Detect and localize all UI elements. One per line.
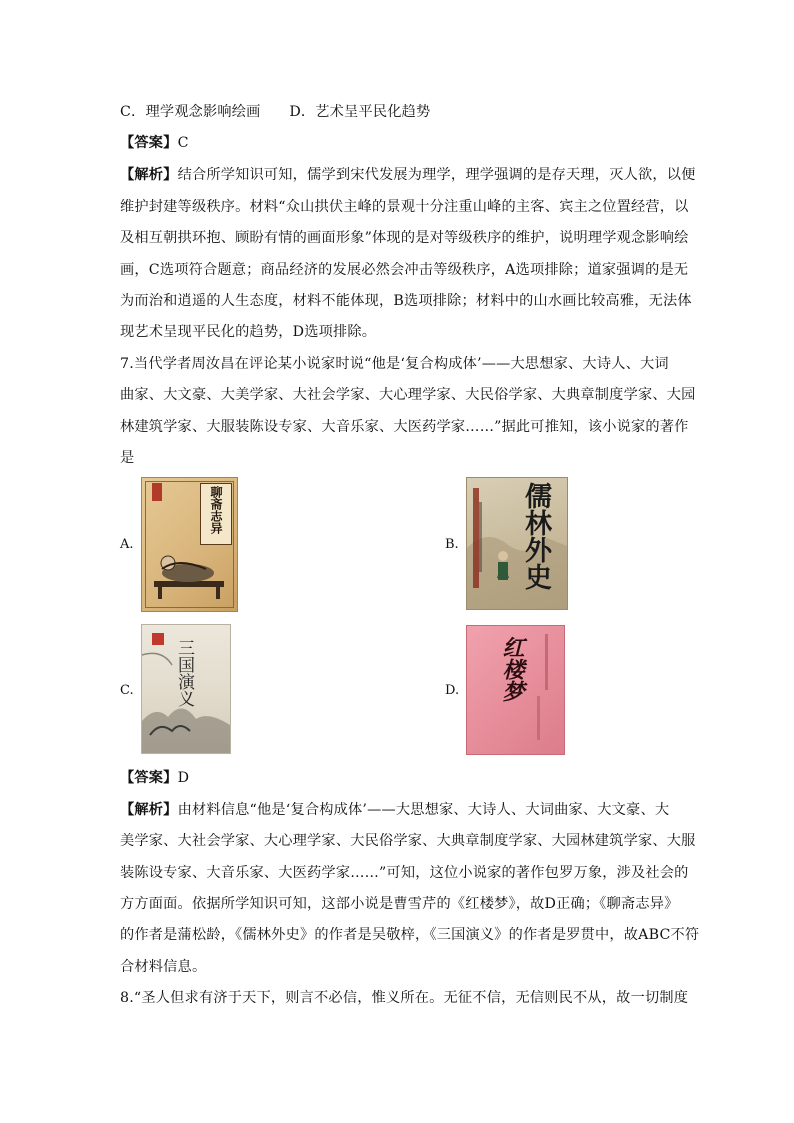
q7-answer-value: D [177,770,190,786]
q7-option-a-cover [141,477,238,612]
cover-c-title: 三国演义 [174,639,194,707]
q6-answer-value: C [177,135,189,151]
q7-stem-line-2: 曲家、大文豪、大美学家、大社会学家、大心理学家、大民俗学家、大典章制度学家、大园 [120,387,696,403]
q7-analysis-text: 由材料信息“他是‘复合构成体’——大思想家、大诗人、大词曲家、大文豪、大 [177,802,670,818]
q7-analysis-line-5: 的作者是蒲松龄，《儒林外史》的作者是吴敬梓，《三国演义》的作者是罗贯中，故ABC不符 [120,927,700,943]
q6-answer [120,133,680,153]
q7-stem-line-3: 林建筑学家、大服装陈设专家、大音乐家、大医药学家……”据此可推知，该小说家的著作 [120,419,689,435]
q6-analysis-line-4: 画，C选项符合题意；商品经济的发展必然会冲击等级秩序，A选项排除；道家强调的是无 [120,262,689,278]
q6-analysis-line-1 [120,165,696,185]
q6-analysis-line-2: 维护封建等级秩序。材料“众山拱伏主峰的景观十分注重山峰的主客、宾主之位置经营，以 [120,199,689,215]
q7-analysis-line-6: 合材料信息。 [120,959,207,975]
q7-analysis-line-2: 美学家、大社会学家、大心理学家、大民俗学家、大典章制度学家、大园林建筑学家、大服 [120,833,696,849]
cover-d-title: 红楼梦 [499,636,525,702]
q7-analysis-line-3: 装陈设专家、大音乐家、大医药学家……”可知，这位小说家的著作包罗万象，涉及社会的 [120,865,689,881]
q7-option-b-letter: B. [445,537,459,552]
q6-analysis-text: 结合所学知识可知，儒学到宋代发展为理学，理学强调的是存天理，灭人欲，以便 [177,167,696,183]
q7-stem-line-1: 7.当代学者周汝昌在评论某小说家时说“他是‘复合构成体’——大思想家、大诗人、大词 [120,356,669,372]
cover-a-reclining-figure-illustration [148,543,232,603]
q6-options-line: C．理学观念影响绘画 D．艺术呈平民化趋势 [120,104,431,120]
q6-analysis-line-5: 为而治和逍遥的人生态度，材料不能体现，B选项排除；材料中的山水画比较高雅，无法体 [120,293,692,309]
q8-stem-line-1: 8.“圣人但求有济于天下，则言不必信，惟义所在。无征不信，无信则民不从，故一切制度 [120,990,689,1006]
cover-a-title-box [200,483,232,545]
q7-option-d-cover [466,625,565,755]
cover-b-title: 儒林外史 [520,482,551,590]
q7-stem-line-4: 是 [120,450,135,466]
q6-analysis-line-6: 现艺术呈现平民化的趋势，D选项排除。 [120,324,377,340]
q7-option-b-cover [466,477,568,610]
q6-analysis-label: 【解析】 [120,167,178,183]
q6-analysis-line-3: 及相互朝拱环抱、顾盼有情的画面形象”体现的是对等级秩序的维护，说明理学观念影响绘 [120,230,689,246]
q7-option-c-letter: C. [120,683,134,698]
q7-analysis-line-4: 方方面面。依据所学知识可知，这部小说是曹雪芹的《红楼梦》，故D正确；《聊斋志异》 [120,896,679,912]
q7-option-c-cover [141,624,231,754]
q7-answer [120,768,680,788]
q6-answer-label: 【答案】 [120,135,178,151]
q7-analysis-line-1 [120,800,680,820]
cover-a-seal [152,483,162,501]
q7-option-a-letter: A. [120,537,134,552]
q7-answer-label: 【答案】 [120,770,178,786]
cover-a-title: 聊斋志异 [209,486,223,534]
q7-analysis-label: 【解析】 [120,802,178,818]
q7-option-d-letter: D. [445,683,460,698]
